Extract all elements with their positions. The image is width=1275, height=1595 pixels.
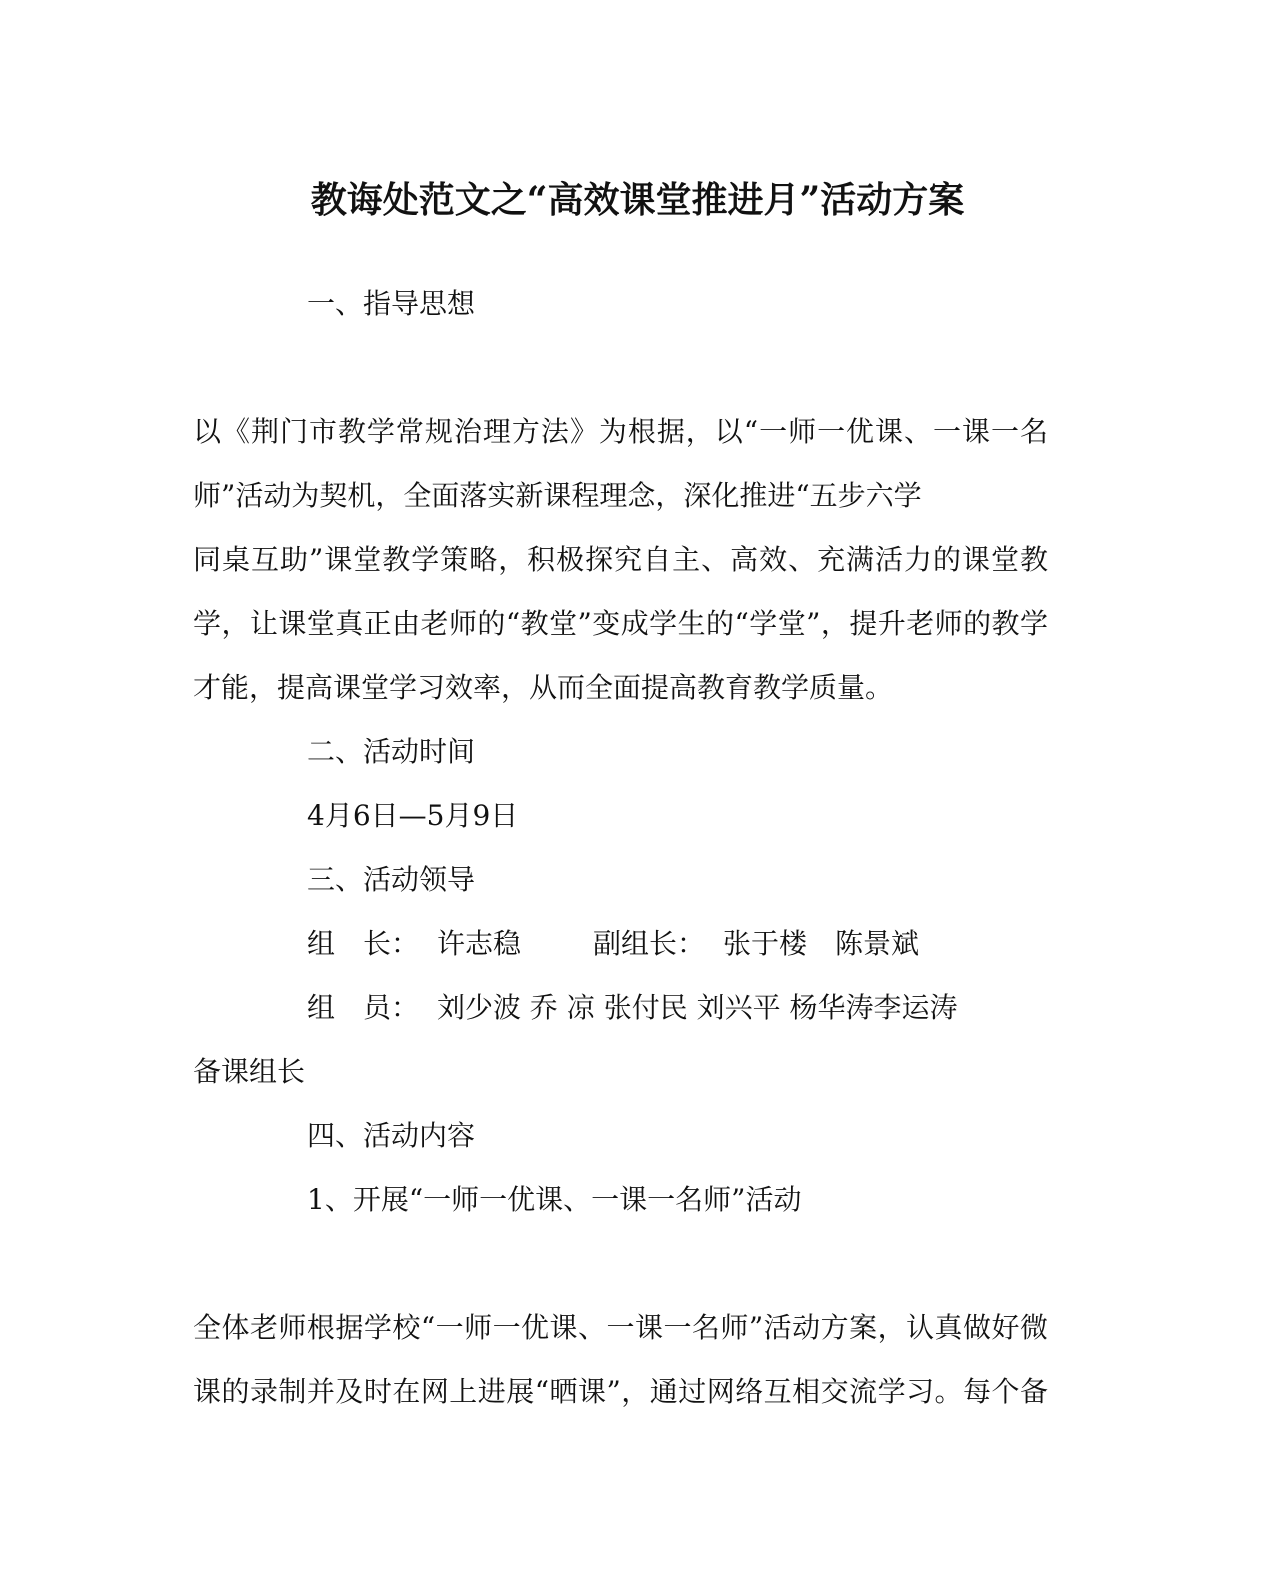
paragraph-line: 学，让课堂真正由老师的“教堂”变成学生的“学堂”，提升老师的教学: [193, 607, 1048, 640]
paragraph-line: 才能，提高课堂学习效率，从而全面提高教育教学质量。: [193, 671, 894, 704]
leader-label: 组 长：: [307, 927, 420, 960]
paragraph-line: 同桌互助”课堂教学策略，积极探究自主、高效、充满活力的课堂教: [193, 543, 1048, 576]
section-heading-activity-time: 二、活动时间: [307, 735, 476, 768]
document-title: 教诲处范文之“高效课堂推进月”活动方案: [310, 179, 965, 221]
paragraph-line: 以《荆门市教学常规治理方法》为根据，以“一师一优课、一课一名: [193, 415, 1048, 448]
activity-item-1: 1、开展“一师一优课、一课一名师”活动: [307, 1183, 802, 1216]
paragraph-line: 课的录制并及时在网上进展“晒课”，通过网络互相交流学习。每个备: [193, 1375, 1048, 1408]
members-names: 刘少波 乔 凉 张付民 刘兴平 杨华涛李运涛: [437, 991, 958, 1024]
paragraph-line: 师”活动为契机，全面落实新课程理念，深化推进“五步六学: [193, 479, 922, 512]
section-heading-activity-leadership: 三、活动领导: [307, 863, 476, 896]
members-continued: 备课组长: [193, 1055, 306, 1088]
section-heading-activity-content: 四、活动内容: [307, 1119, 476, 1152]
section-heading-guiding-ideology: 一、指导思想: [307, 287, 476, 320]
vice-leader-label: 副组长：: [593, 927, 706, 960]
members-label: 组 员：: [307, 991, 420, 1024]
vice-leader-names: 张于楼 陈景斌: [723, 927, 920, 960]
paragraph-line: 全体老师根据学校“一师一优课、一课一名师”活动方案，认真做好微: [193, 1311, 1048, 1344]
activity-date-range: 4月6日—5月9日: [307, 799, 519, 832]
leader-name: 许志稳: [437, 927, 522, 960]
